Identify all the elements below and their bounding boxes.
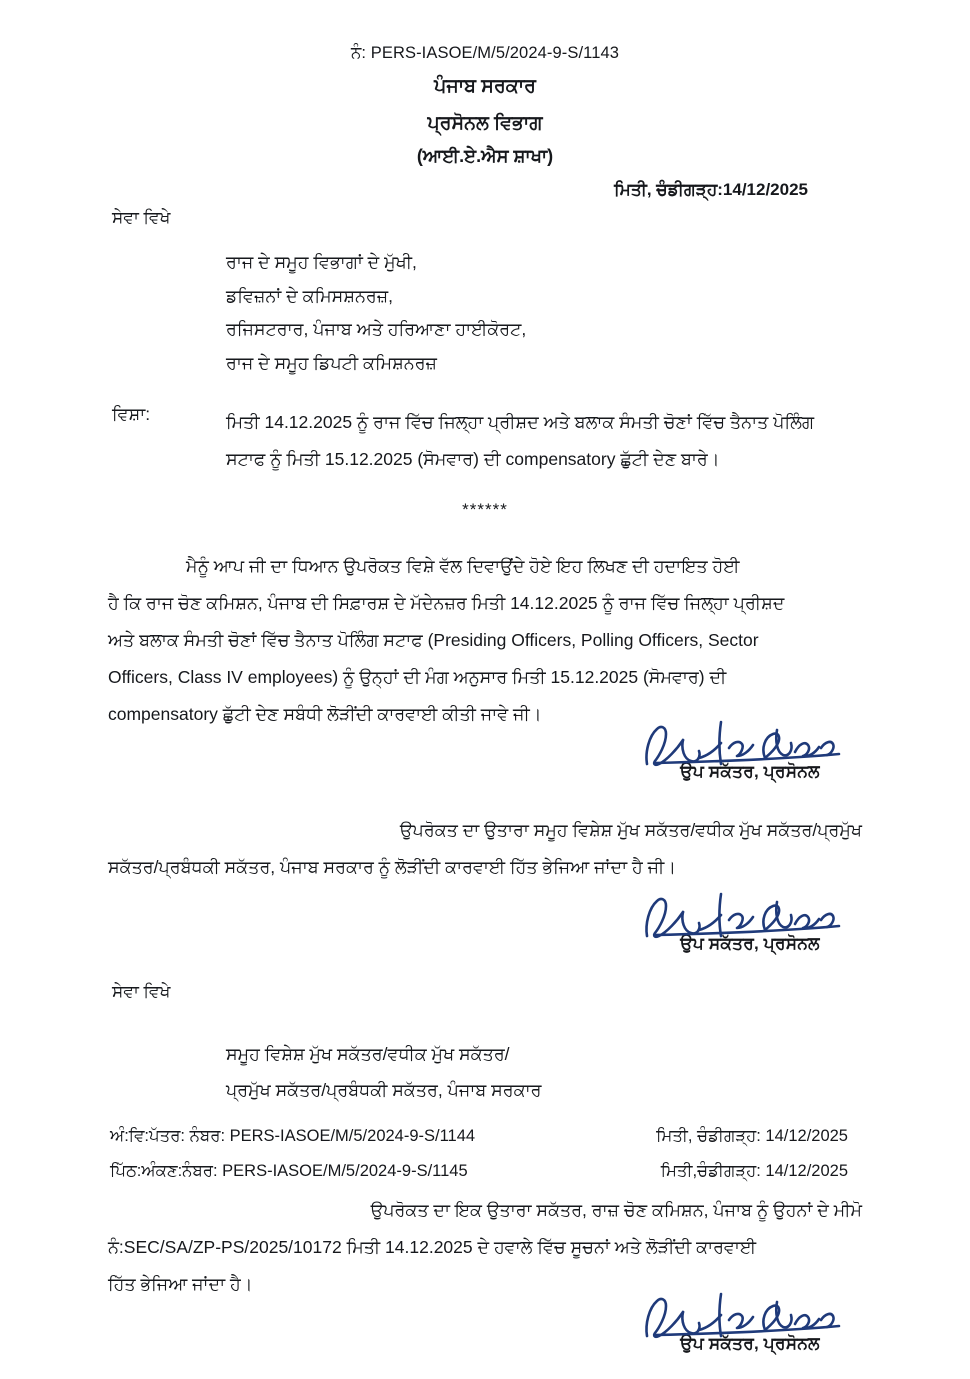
paragraph-line: ਹਿੱਤ ਭੇਜਿਆ ਜਾਂਦਾ ਹੈ। (108, 1274, 253, 1294)
body-paragraph-3 (108, 1192, 862, 1303)
government-name: ਪੰਜਾਬ ਸਰਕਾਰ (434, 76, 536, 97)
paragraph-line: ਹੈ ਕਿ ਰਾਜ ਚੋਣ ਕਮਿਸ਼ਨ, ਪੰਜਾਬ ਦੀ ਸਿਫ਼ਾਰਸ਼ ਦੇ ਮੱਦੇਨਜ਼ਰ ਮਿਤੀ 14.12.2025 ਨੂੰ ਰਾਜ ਵਿੱਚ ਜਿਲ੍ਹਾ ਪ੍ਰੀਸ਼ਦ (108, 593, 785, 613)
subject-text (226, 404, 864, 478)
paragraph-line: ਨੰ:SEC/SA/ZP-PS/2025/10172 ਮਿਤੀ 14.12.2025 ਦੇ ਹਵਾਲੇ ਵਿੱਚ ਸੂਚਨਾਂ ਅਤੇ ਲੋੜੀਂਦੀ ਕਾਰਵਾਈ (108, 1237, 757, 1257)
paragraph-line (108, 1192, 862, 1229)
signature-mark (600, 1288, 900, 1340)
branch-name: (ਆਈ.ਏ.ਐਸ ਸ਼ਾਖਾ) (416, 146, 554, 166)
paragraph-line (108, 812, 862, 849)
paragraph-line: compensatory ਛੁੱਟੀ ਦੇਣ ਸਬੰਧੀ ਲੋੜੀਂਦੀ ਕਾਰਵਾਈ ਕੀਤੀ ਜਾਵੇ ਜੀ। (108, 704, 542, 724)
addressee-item: ਡਵਿਜ਼ਨਾਂ ਦੇ ਕਮਿਸਸ਼ਨਰਜ਼, (226, 285, 394, 306)
salutation-primary: ਸੇਵਾ ਵਿਖੇ (112, 208, 171, 227)
signature-block-1 (600, 716, 900, 782)
signature-block-3 (600, 1288, 900, 1354)
place-date-line: ਮਿਤੀ, ਚੰਡੀਗੜ੍ਹ:14/12/2025 (614, 180, 808, 199)
subject-line: ਸਟਾਫ ਨੂੰ ਮਿਤੀ 15.12.2025 (ਸੋਮਵਾਰ) ਦੀ compensatory ਛੁੱਟੀ ਦੇਣ ਬਾਰੇ। (226, 449, 720, 469)
paragraph-text: ਮੈਨੂੰ ਆਪ ਜੀ ਦਾ ਧਿਆਨ ਉਪਰੋਕਤ ਵਿਸ਼ੇ ਵੱਲ ਦਿਵਾਉਂਦੇ ਹੋਏ ਇਹ ਲਿਖਣ ਦੀ ਹਦਾਇਤ ਹੋਈ (186, 556, 740, 576)
endorsement-date: ਮਿਤੀ, ਚੰਡੀਗੜ੍ਹ: 14/12/2025 (656, 1127, 848, 1145)
reference-number-top: ਨੰ: PERS-IASOE/M/5/2024-9-S/1143 (350, 44, 620, 62)
paragraph-line (108, 548, 862, 585)
signature-mark (600, 888, 900, 940)
addressee-list-secondary (226, 1036, 541, 1108)
signature-mark (600, 716, 900, 768)
signatory-designation: ਉਪ ਸਕੱਤਰ, ਪ੍ਰਸੋਨਲ (680, 934, 820, 953)
addressee-item: ਪ੍ਰਮੁੱਖ ਸਕੱਤਰ/ਪ੍ਰਬੰਧਕੀ ਸਕੱਤਰ, ਪੰਜਾਬ ਸਰਕਾਰ (226, 1080, 542, 1100)
addressee-item: ਰਾਜ ਦੇ ਸਮੂਹ ਵਿਭਾਗਾਂ ਦੇ ਮੁੱਖੀ, (226, 252, 417, 272)
paragraph-line: ਸਕੱਤਰ/ਪ੍ਰਬੰਧਕੀ ਸਕੱਤਰ, ਪੰਜਾਬ ਸਰਕਾਰ ਨੂੰ ਲੋੜੀਂਦੀ ਕਾਰਵਾਈ ਹਿੱਤ ਭੇਜਿਆ ਜਾਂਦਾ ਹੈ ਜੀ। (108, 857, 677, 877)
endorsement-date: ਮਿਤੀ,ਚੰਡੀਗੜ੍ਹ: 14/12/2025 (660, 1162, 848, 1180)
paragraph-line: ਅਤੇ ਬਲਾਕ ਸੰਮਤੀ ਚੋਣਾਂ ਵਿੱਚ ਤੈਨਾਤ ਪੋਲਿੰਗ ਸਟਾਫ (Presiding Officers, Polling Officers, Sector (108, 630, 759, 650)
body-paragraph-2 (108, 812, 862, 886)
subject-label: ਵਿਸ਼ਾ: (112, 404, 151, 424)
department-name: ਪ੍ਰਸੋਨਲ ਵਿਭਾਗ (427, 113, 543, 134)
signature-block-2 (600, 888, 900, 954)
addressee-item: ਸਮੂਹ ਵਿਸ਼ੇਸ਼ ਮੁੱਖ ਸਕੱਤਰ/ਵਧੀਕ ਮੁੱਖ ਸਕੱਤਰ/ (226, 1044, 510, 1064)
endorsement-row-1 (110, 1127, 862, 1146)
addressee-item: ਰਾਜ ਦੇ ਸਮੂਹ ਡਿਪਟੀ ਕਮਿਸ਼ਨਰਜ਼ (226, 352, 437, 373)
subject-line: ਮਿਤੀ 14.12.2025 ਨੂੰ ਰਾਜ ਵਿੱਚ ਜਿਲ੍ਹਾ ਪ੍ਰੀਸ਼ਦ ਅਤੇ ਬਲਾਕ ਸੰਮਤੀ ਚੋਣਾਂ ਵਿੱਚ ਤੈਨਾਤ ਪੋਲਿੰਗ (226, 412, 815, 432)
addressee-list (226, 246, 526, 380)
asterisk-separator: ****** (462, 500, 508, 519)
endorsement-reference: ਅੰ:ਵਿ:ਪੱਤਰ: ਨੰਬਰ: PERS-IASOE/M/5/2024-9-S/1144 (110, 1127, 476, 1145)
endorsement-row-2 (110, 1162, 862, 1181)
subject-row (112, 404, 864, 478)
signatory-designation: ਉਪ ਸਕੱਤਰ, ਪ੍ਰਸੋਨਲ (680, 1334, 820, 1353)
salutation-secondary: ਸੇਵਾ ਵਿਖੇ (112, 982, 171, 1001)
body-paragraph-1 (108, 548, 862, 733)
paragraph-text: ਉਪਰੋਕਤ ਦਾ ਇਕ ਉਤਾਰਾ ਸਕੱਤਰ, ਰਾਜ਼ ਚੋਣ ਕਮਿਸ਼ਨ, ਪੰਜਾਬ ਨੂੰ ਉਹਨਾਂ ਦੇ ਮੀਮੋ (370, 1200, 862, 1220)
paragraph-line: Officers, Class IV employees) ਨੂੰ ਉਨ੍ਹਾਂ ਦੀ ਮੰਗ ਅਨੁਸਾਰ ਮਿਤੀ 15.12.2025 (ਸੋਮਵਾਰ) ਦੀ (108, 667, 727, 687)
paragraph-text: ਉਪਰੋਕਤ ਦਾ ਉਤਾਰਾ ਸਮੂਹ ਵਿਸ਼ੇਸ਼ ਮੁੱਖ ਸਕੱਤਰ/ਵਧੀਕ ਮੁੱਖ ਸਕੱਤਰ/ਪ੍ਰਮੁੱਖ (399, 820, 862, 840)
signatory-designation: ਉਪ ਸਕੱਤਰ, ਪ੍ਰਸੋਨਲ (680, 762, 820, 781)
endorsement-reference: ਪਿੱਠ:ਅੰਕਣ:ਨੰਬਰ: PERS-IASOE/M/5/2024-9-S/1145 (110, 1162, 468, 1180)
addressee-item: ਰਜਿਸਟਰਾਰ, ਪੰਜਾਬ ਅਤੇ ਹਰਿਆਣਾ ਹਾਈਕੋਰਟ, (226, 319, 527, 339)
